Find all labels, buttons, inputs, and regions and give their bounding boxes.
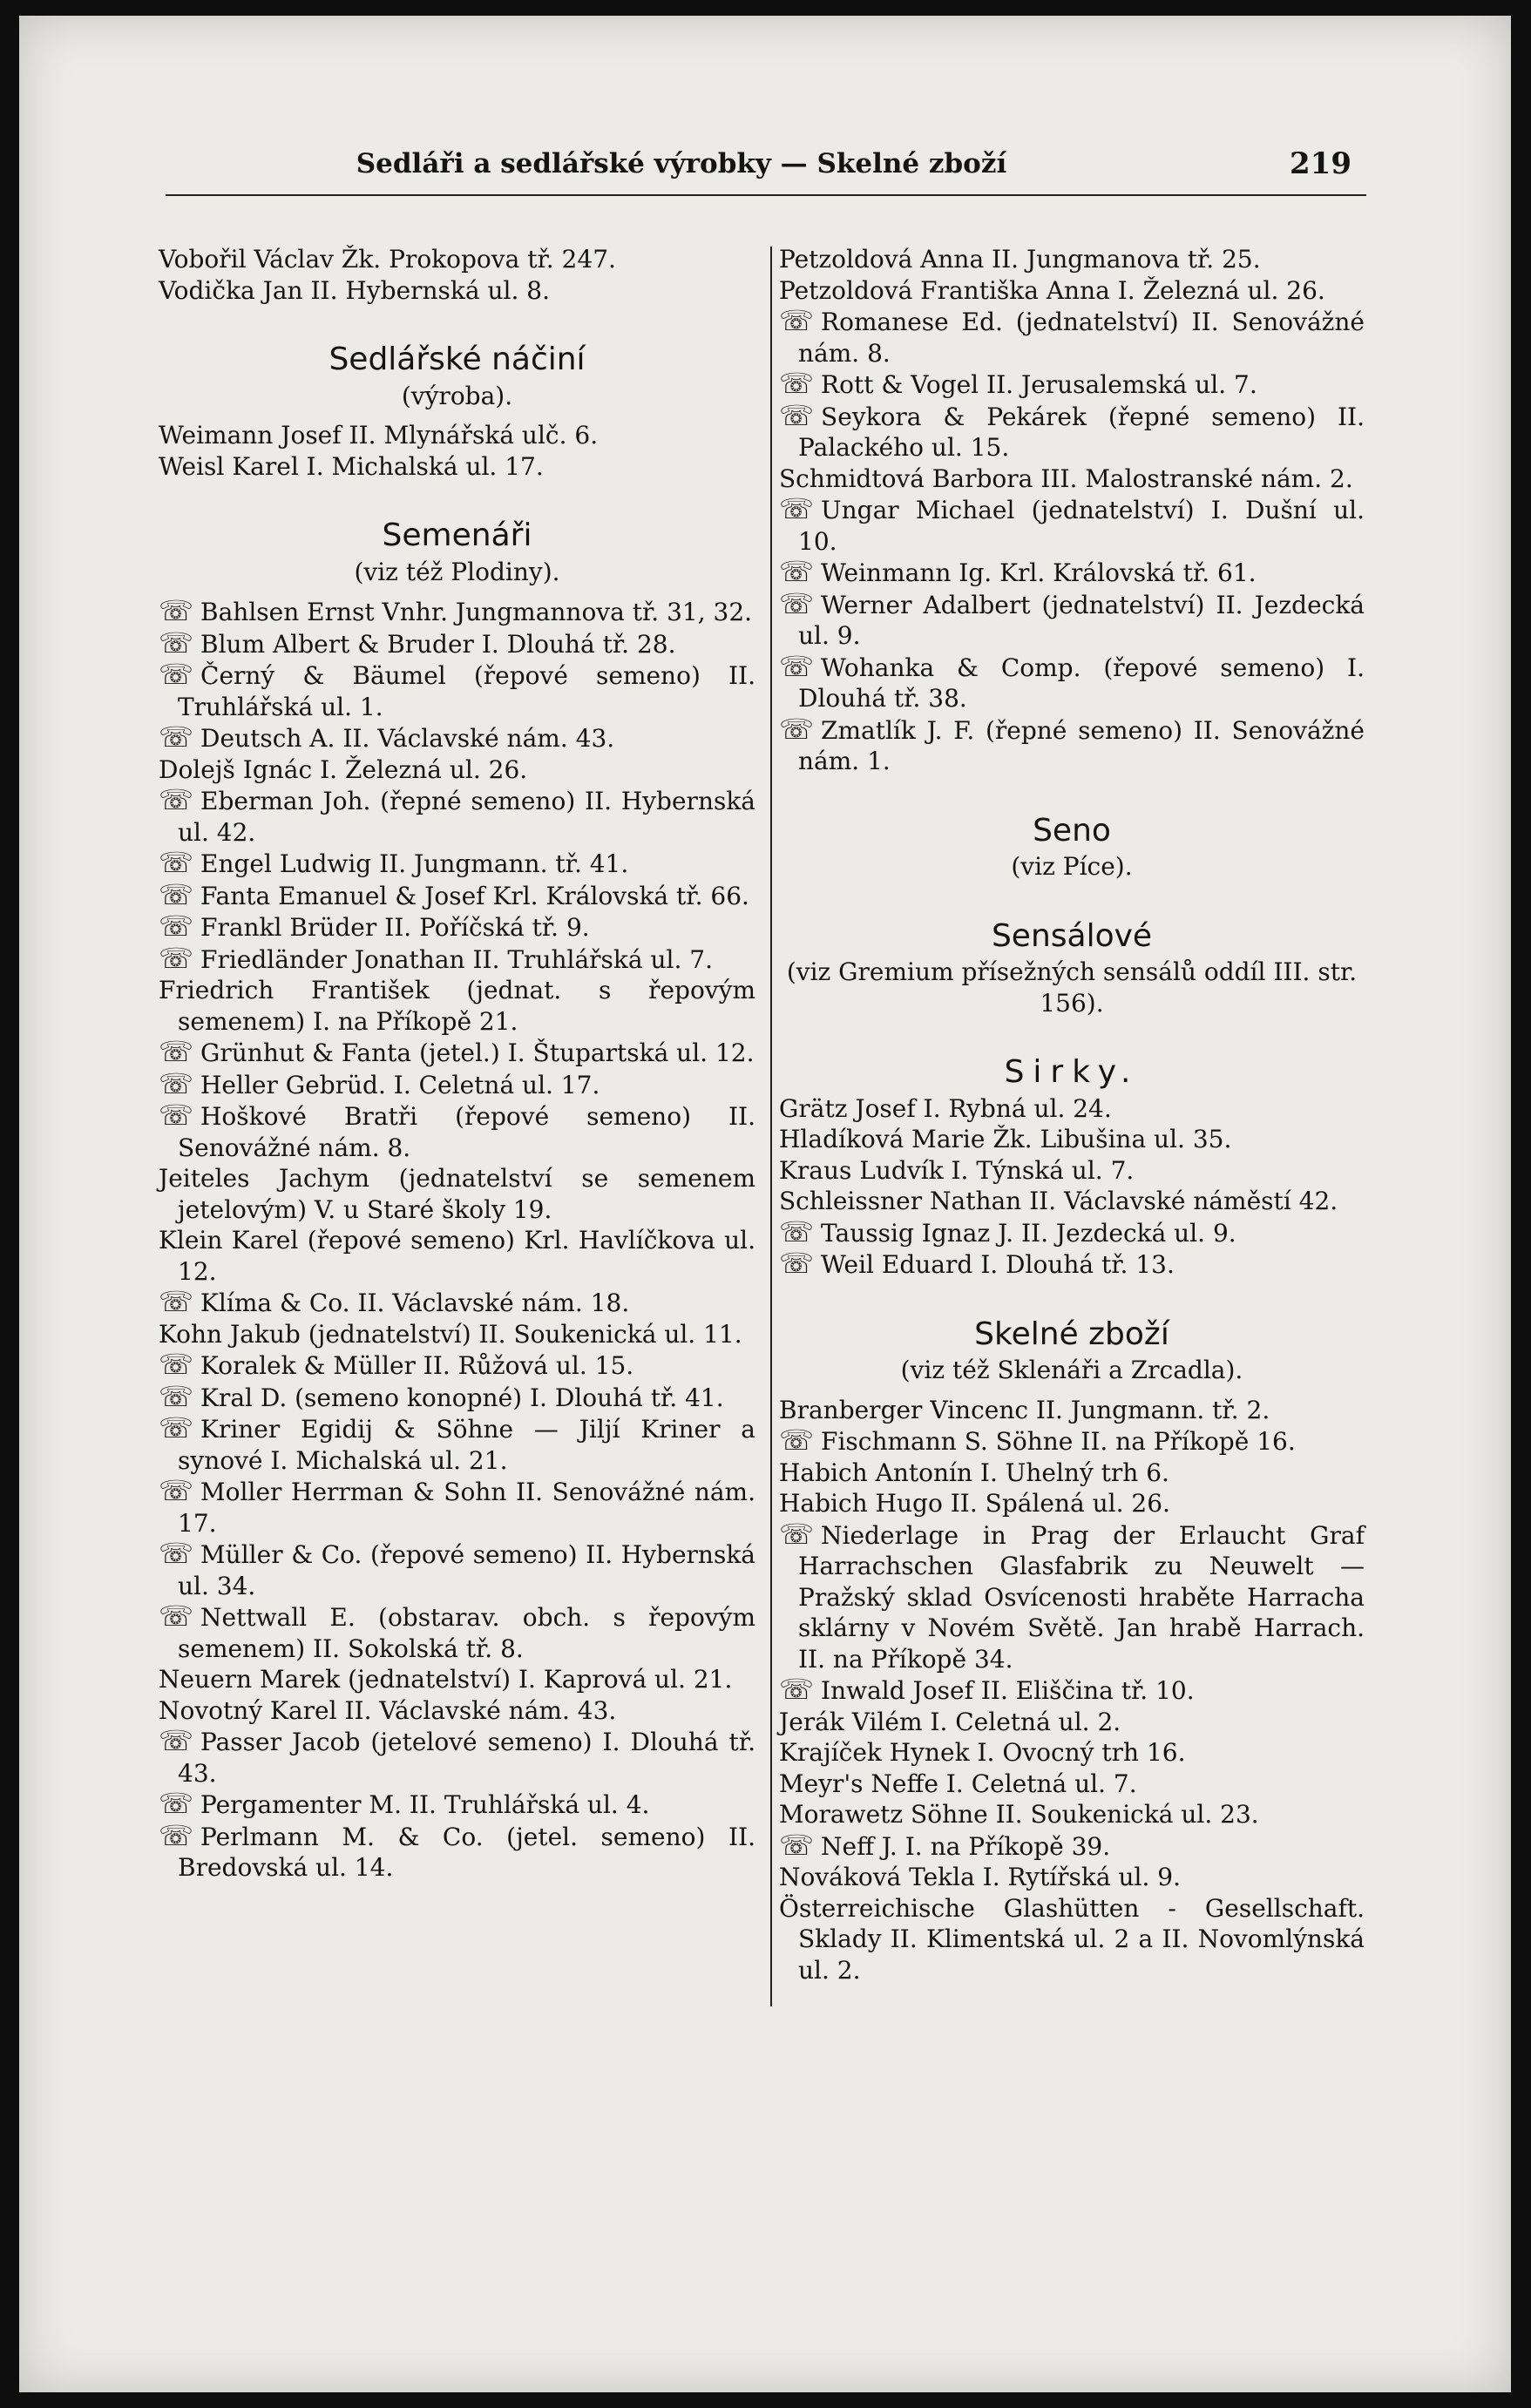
directory-entry [779,1186,1365,1217]
directory-entry [159,1066,755,1101]
section-note: (viz Píce). [1011,852,1133,881]
directory-entry [159,1539,755,1601]
directory-entry [159,420,755,451]
entry-text: Moller Herrman & Sohn II. Senovážné nám. 17. [178,1478,755,1538]
directory-entry [779,586,1365,652]
entry-text: Pergamenter M. II. Truhlářská ul. 4. [200,1790,650,1819]
entry-text: Inwald Josef II. Eliščina tř. 10. [821,1676,1195,1705]
directory-entry [779,1893,1365,1986]
directory-entry [779,1093,1365,1125]
entry-text: Passer Jacob (jetelové semeno) I. Dlouhá tř. 43. [178,1728,755,1788]
entry-text: Koralek & Müller II. Růžová ul. 15. [200,1351,634,1380]
telephone-icon: ☏ [159,720,194,754]
directory-entry [159,975,755,1037]
telephone-icon: ☏ [159,1348,194,1381]
telephone-icon: ☏ [159,846,194,879]
book-page [19,16,1511,2392]
directory-entry [779,1214,1365,1249]
entry-text: Weil Eduard I. Dlouhá tř. 13. [821,1250,1175,1279]
entry-text: Eberman Joh. (řepné semeno) II. Hybernská ul. 42. [178,787,755,847]
section-heading: Sirky. [1004,1054,1140,1090]
entry-text: Černý & Bäumel (řepové semeno) II. Truhlářská ul. 1. [178,661,755,721]
section-heading: Semenáři [382,517,532,553]
directory-entry [779,398,1365,463]
entry-text: Jeiteles Jachym (jednatelství se semenem jetelovým) V. u Staré školy 19. [159,1164,755,1224]
entry-text: Müller & Co. (řepové semeno) II. Hybernská ul. 34. [178,1540,755,1600]
directory-entry [779,1769,1365,1800]
directory-entry [779,557,1365,589]
directory-entry [779,1737,1365,1769]
directory-entry [159,1349,755,1382]
directory-entry [159,1163,755,1225]
telephone-icon: ☏ [159,1285,194,1318]
entry-text: Engel Ludwig II. Jungmann. tř. 41. [200,849,629,878]
telephone-icon: ☏ [159,1379,194,1413]
section-heading: Sensálové [991,917,1153,954]
directory-entry [779,1458,1365,1489]
directory-entry [159,244,755,275]
telephone-icon: ☏ [779,1517,815,1551]
entry-text: Rott & Vogel II. Jerusalemská ul. 7. [821,370,1257,399]
entry-text: Meyr's Neffe I. Celetná ul. 7. [779,1769,1137,1798]
entry-text: Friedrich František (jednat. s řepovým semenem) I. na Příkopě 21. [159,976,755,1036]
directory-entry [779,306,1365,369]
directory-entry [779,1830,1365,1863]
entry-text: Schleissner Nathan II. Václavské náměstí 42. [779,1187,1338,1215]
entry-text: Branberger Vincenc II. Jungmann. tř. 2. [779,1395,1270,1424]
entry-text: Petzoldová Františka Anna I. Železná ul. 26. [779,275,1325,305]
entry-text: Jerák Vilém I. Celetná ul. 2. [779,1707,1121,1736]
entry-text: Vobořil Václav Žk. Prokopova tř. 247. [159,245,616,274]
telephone-icon: ☏ [779,586,815,620]
directory-entry [779,494,1365,557]
entry-text: Vodička Jan II. Hybernská ul. 8. [159,275,550,305]
directory-entry [779,649,1365,714]
entry-text: Romanese Ed. (jednatelství) II. Senovážné nám. 8. [798,308,1365,368]
telephone-icon: ☏ [779,304,815,337]
telephone-icon: ☏ [159,1724,194,1757]
entry-text: Taussig Ignaz J. II. Jezdecká ul. 9. [821,1218,1236,1248]
telephone-icon: ☏ [159,1411,194,1444]
directory-entry [779,275,1365,307]
telephone-icon: ☏ [779,1673,815,1706]
telephone-icon: ☏ [159,1099,194,1132]
directory-entry [159,628,755,660]
entry-text: Hoškové Bratři (řepové semeno) II. Senovážné nám. 8. [178,1102,755,1162]
entry-text: Zmatlík J. F. (řepné semeno) II. Senovážné nám. 1. [798,715,1365,775]
directory-entry [159,1601,755,1664]
entry-text: Bahlsen Ernst Vnhr. Jungmannova tř. 31, 32. [200,598,753,626]
directory-entry [779,463,1365,495]
directory-entry [159,1664,755,1695]
telephone-icon: ☏ [779,555,815,588]
entry-text: Deutsch A. II. Václavské nám. 43. [200,724,615,753]
section-note: (viz též Plodiny). [354,557,560,586]
directory-entry [779,1155,1365,1187]
telephone-icon: ☏ [159,1787,194,1820]
entry-text: Schmidtová Barbora III. Malostranské nám. 2. [779,463,1353,493]
directory-entry [779,244,1365,275]
directory-entry [779,1674,1365,1707]
entry-text: Hladíková Marie Žk. Libušina ul. 35. [779,1125,1232,1153]
directory-entry [159,1726,755,1789]
telephone-icon: ☏ [159,910,194,943]
telephone-icon: ☏ [159,1600,194,1633]
telephone-icon: ☏ [159,1066,194,1100]
entry-text: Klíma & Co. II. Václavské nám. 18. [200,1289,630,1317]
entry-text: Kral D. (semeno konopné) I. Dlouhá tř. 41. [200,1383,724,1412]
section-heading: Sedlářské náčiní [329,342,586,377]
entry-text: Ungar Michael (jednatelství) I. Dušní ul. 10. [798,496,1365,556]
entry-text: Seykora & Pekárek (řepné semeno) II. Palackého ul. 15. [798,402,1365,462]
directory-entry [779,1395,1365,1426]
telephone-icon: ☏ [159,941,194,975]
entry-text: Habich Hugo II. Spálená ul. 26. [779,1489,1170,1518]
section-heading: Skelné zboží [974,1316,1169,1352]
telephone-icon: ☏ [779,1424,815,1457]
directory-entry [159,1319,755,1350]
directory-entry [159,1379,755,1414]
entry-text: Weimann Josef II. Mlynářská ulč. 6. [159,421,599,450]
directory-entry [159,1818,755,1884]
directory-entry [159,596,755,628]
directory-entry [779,1707,1365,1738]
telephone-icon: ☏ [779,1828,815,1862]
entry-text: Neff J. I. na Příkopě 39. [821,1831,1111,1861]
telephone-icon: ☏ [779,1214,815,1248]
directory-entry [159,451,755,483]
telephone-icon: ☏ [159,1537,194,1570]
directory-entry [779,1425,1365,1458]
entry-text: Perlmann M. & Co. (jetel. semeno) II. Bredovská ul. 14. [178,1822,755,1882]
telephone-icon: ☏ [159,783,194,816]
directory-entry [779,1488,1365,1519]
directory-entry [159,1037,755,1069]
entry-text: Klein Karel (řepové semeno) Krl. Havlíčkova ul. 12. [159,1226,755,1286]
directory-entry [159,722,755,754]
entry-text: Novotný Karel II. Václavské nám. 43. [159,1695,617,1725]
header-rule [166,194,1366,196]
directory-entry [779,1862,1365,1893]
directory-entry [159,754,755,786]
entry-text: Heller Gebrüd. I. Celetná ul. 17. [200,1070,600,1099]
directory-entry [159,1287,755,1319]
entry-text: Weinmann Ig. Krl. Královská tř. 61. [821,558,1257,587]
entry-text: Nováková Tekla I. Rytířská ul. 9. [779,1863,1181,1891]
directory-entry [159,659,755,722]
telephone-icon: ☏ [779,649,815,683]
left-column [159,244,755,1884]
directory-entry [159,1225,755,1287]
directory-entry [779,714,1365,777]
entry-text: Fischmann S. Söhne II. na Příkopě 16. [821,1427,1296,1456]
directory-entry [159,941,755,976]
directory-entry [159,275,755,307]
directory-entry [159,1413,755,1476]
right-column [779,244,1365,1985]
entry-text: Dolejš Ignác I. Železná ul. 26. [159,754,528,784]
section-heading: Seno [1033,812,1111,849]
directory-entry [779,1124,1365,1155]
entry-text: Grünhut & Fanta (jetel.) I. Štupartská ul. 12. [200,1038,755,1067]
telephone-icon: ☏ [159,1818,194,1852]
directory-entry [159,1100,755,1163]
entry-text: Friedländer Jonathan II. Truhlářská ul. 7. [200,944,713,974]
entry-text: Grätz Josef I. Rybná ul. 24. [779,1093,1112,1123]
telephone-icon: ☏ [779,367,815,400]
entry-text: Werner Adalbert (jednatelství) II. Jezdecká ul. 9. [798,590,1365,650]
entry-text: Morawetz Söhne II. Soukenická ul. 23. [779,1800,1259,1829]
section-note: (viz též Sklenáři a Zrcadla). [900,1356,1243,1384]
entry-text: Petzoldová Anna II. Jungmanova tř. 25. [779,245,1261,274]
entry-text: Blum Albert & Bruder I. Dlouhá tř. 28. [200,629,676,659]
telephone-icon: ☏ [159,594,194,627]
directory-entry [779,1519,1365,1675]
telephone-icon: ☏ [159,658,194,691]
column-divider [770,247,772,2006]
entry-text: Krajíček Hynek I. Ovocný trh 16. [779,1738,1186,1767]
directory-entry [159,1695,755,1727]
entry-text: Wohanka & Comp. (řepové semeno) I. Dlouhá tř. 38. [798,653,1365,713]
directory-entry [779,1248,1365,1281]
entry-text: Nettwall E. (obstarav. obch. s řepovým semenem) II. Sokolská tř. 8. [178,1603,755,1663]
section-note: (výroba). [401,381,513,410]
entry-text: Kriner Egidij & Söhne — Jiljí Kriner a synové I. Michalská ul. 21. [178,1415,755,1475]
entry-text: Österreichische Glashütten - Gesellschaft. Sklady II. Klimentská ul. 2 a II. Novomlýnská ul. 2. [779,1893,1365,1985]
running-head: Sedláři a sedlářské výrobky — Skelné zboží [356,148,1007,179]
telephone-icon: ☏ [159,1474,194,1507]
telephone-icon: ☏ [159,877,194,911]
directory-entry [159,877,755,912]
directory-entry [159,1476,755,1539]
directory-entry [159,911,755,944]
section-note: (viz Gremium přísežných sensálů oddíl III. str. 156). [786,957,1358,1018]
telephone-icon: ☏ [779,1247,815,1280]
telephone-icon: ☏ [779,492,815,525]
telephone-icon: ☏ [779,398,815,432]
entry-text: Kohn Jakub (jednatelství) II. Soukenická ul. 11. [159,1319,742,1349]
directory-entry [159,848,755,880]
entry-text: Fanta Emanuel & Josef Krl. Královská tř. 66. [200,881,749,910]
entry-text: Weisl Karel I. Michalská ul. 17. [159,451,544,481]
entry-text: Habich Antonín I. Uhelný trh 6. [779,1458,1169,1487]
entry-text: Kraus Ludvík I. Týnská ul. 7. [779,1155,1135,1185]
telephone-icon: ☏ [159,1035,194,1068]
telephone-icon: ☏ [159,626,194,659]
page-number: 219 [1290,146,1351,181]
entry-text: Neuern Marek (jednatelství) I. Kaprová ul. 21. [159,1665,733,1694]
entry-text: Niederlage in Prag der Erlaucht Graf Harrachschen Glasfabrik zu Neuwelt — Pražský sklad Osvícenosti hraběte Harracha sklárny v Novém Světě. Jan hrabě Harrach. II. na Příkopě 34. [798,1520,1365,1674]
directory-entry [779,369,1365,401]
entry-text: Frankl Brüder II. Poříčská tř. 9. [200,913,590,942]
telephone-icon: ☏ [779,712,815,746]
directory-entry [159,785,755,848]
directory-entry [159,1789,755,1821]
directory-entry [779,1799,1365,1830]
